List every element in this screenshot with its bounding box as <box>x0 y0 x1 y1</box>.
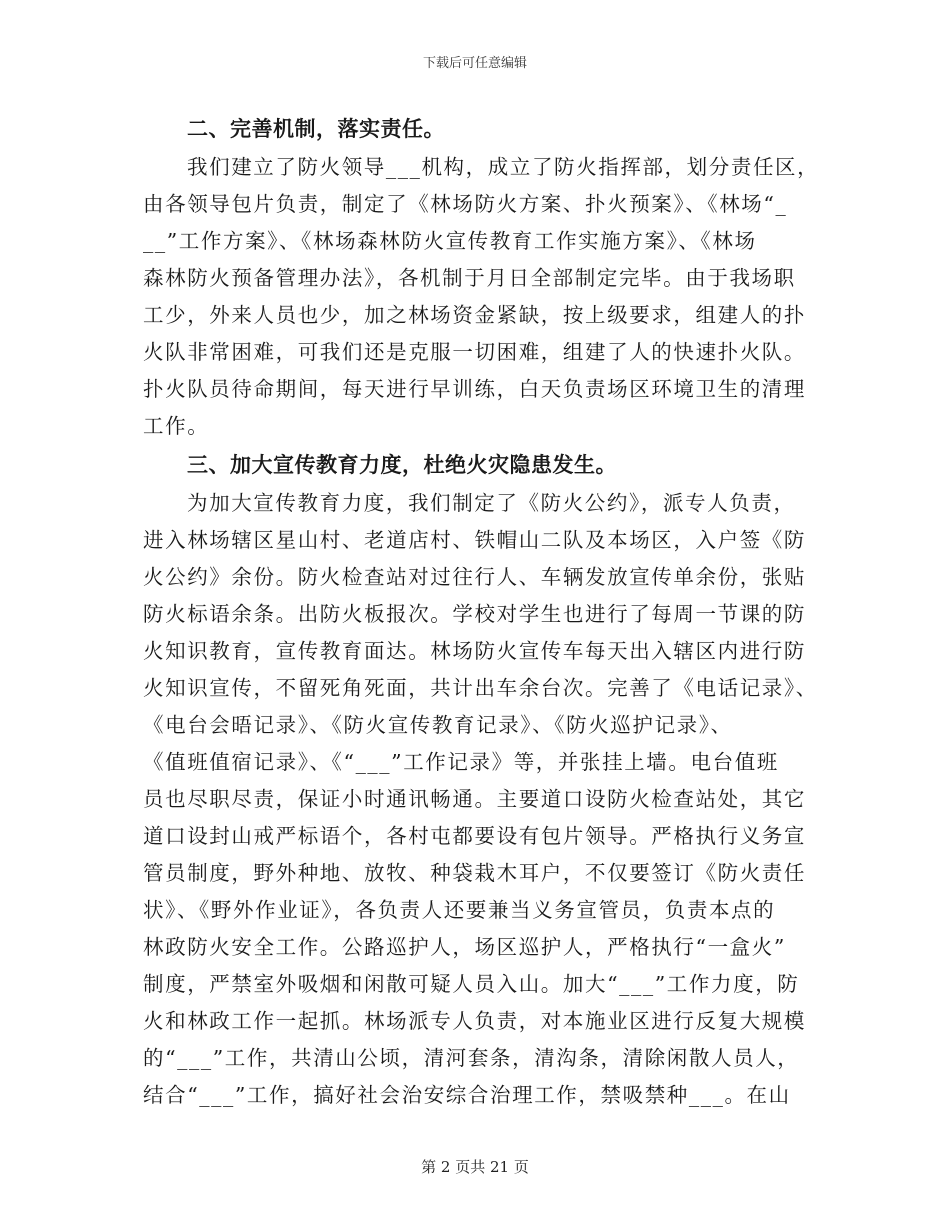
paragraph-line: 管员制度，野外种地、放牧、种袋栽木耳户，不仅要签订《防火责任 <box>143 861 806 885</box>
paragraph-line: 火公约》余份。防火检查站对过往行人、车辆发放宣传单余份，张贴 <box>143 565 806 589</box>
paragraph-line: 森林防火预备管理办法》，各机制于月日全部制定完毕。由于我场职 <box>143 266 796 290</box>
paragraph-line: 工作。 <box>143 414 210 438</box>
paragraph-line: 状》、《野外作业证》，各负责人还要兼当义务宣管员，负责本点的 <box>143 898 776 922</box>
paragraph-line: 道口设封山戒严标语个，各村屯都要设有包片领导。严格执行义务宣 <box>143 824 806 848</box>
paragraph-line: 我们建立了防火领导___机构，成立了防火指挥部，划分责任区， <box>187 155 820 179</box>
paragraph-line: 火队非常困难，可我们还是克服一切困难，组建了人的快速扑火队。 <box>143 340 806 364</box>
paragraph-line: 工少，外来人员也少，加之林场资金紧缺，按上级要求，组建人的扑 <box>143 303 806 327</box>
paragraph-line: __”工作方案》、《林场森林防火宣传教育工作实施方案》、《林场 <box>143 229 757 253</box>
paragraph-line: 《值班值宿记录》、《“___”工作记录》等，并张挂上墙。电台值班 <box>143 750 779 774</box>
paragraph-line: 员也尽职尽责，保证小时通讯畅通。主要道口设防火检查站处，其它 <box>143 787 806 811</box>
paragraph-line: 由各领导包片负责，制定了《林场防火方案、扑火预案》、《林场“_ <box>143 192 788 216</box>
paragraph-line: 扑火队员待命期间，每天进行早训练，白天负责场区环境卫生的清理 <box>143 377 806 401</box>
page-header: 下载后可任意编辑 <box>422 56 527 71</box>
paragraph-line: 的“___”工作，共清山公顷，清河套条，清沟条，清除闲散人员人， <box>143 1046 800 1070</box>
paragraph-line: 防火标语余条。出防火板报次。学校对学生也进行了每周一节课的防 <box>143 602 806 626</box>
section-heading-2: 二、完善机制，落实责任。 <box>187 116 445 141</box>
page-number: 第 2 页共 21 页 <box>421 1158 529 1176</box>
paragraph-line: 火知识宣传，不留死角死面，共计出车余台次。完善了《电话记录》、 <box>143 676 818 700</box>
paragraph-line: 结合“___”工作，搞好社会治安综合治理工作，禁吸禁种___。在山 <box>143 1083 791 1107</box>
paragraph-line: 制度，严禁室外吸烟和闲散可疑人员入山。加大“___”工作力度，防 <box>143 972 800 996</box>
paragraph-line: 火和林政工作一起抓。林场派专人负责，对本施业区进行反复大规模 <box>143 1009 806 1033</box>
section-heading-3: 三、加大宣传教育力度，杜绝火灾隐患发生。 <box>187 452 617 477</box>
paragraph-line: 为加大宣传教育力度，我们制定了《防火公约》，派专人负责， <box>187 491 796 515</box>
paragraph-line: 林政防火安全工作。公路巡护人，场区巡护人，严格执行“一盒火” <box>143 935 786 959</box>
paragraph-line: 进入林场辖区星山村、老道店村、铁帽山二队及本场区，入户签《防 <box>143 528 806 552</box>
paragraph-line: 《电台会晤记录》、《防火宣传教育记录》、《防火巡护记录》、 <box>143 713 733 737</box>
paragraph-line: 火知识教育，宣传教育面达。林场防火宣传车每天出入辖区内进行防 <box>143 639 806 663</box>
